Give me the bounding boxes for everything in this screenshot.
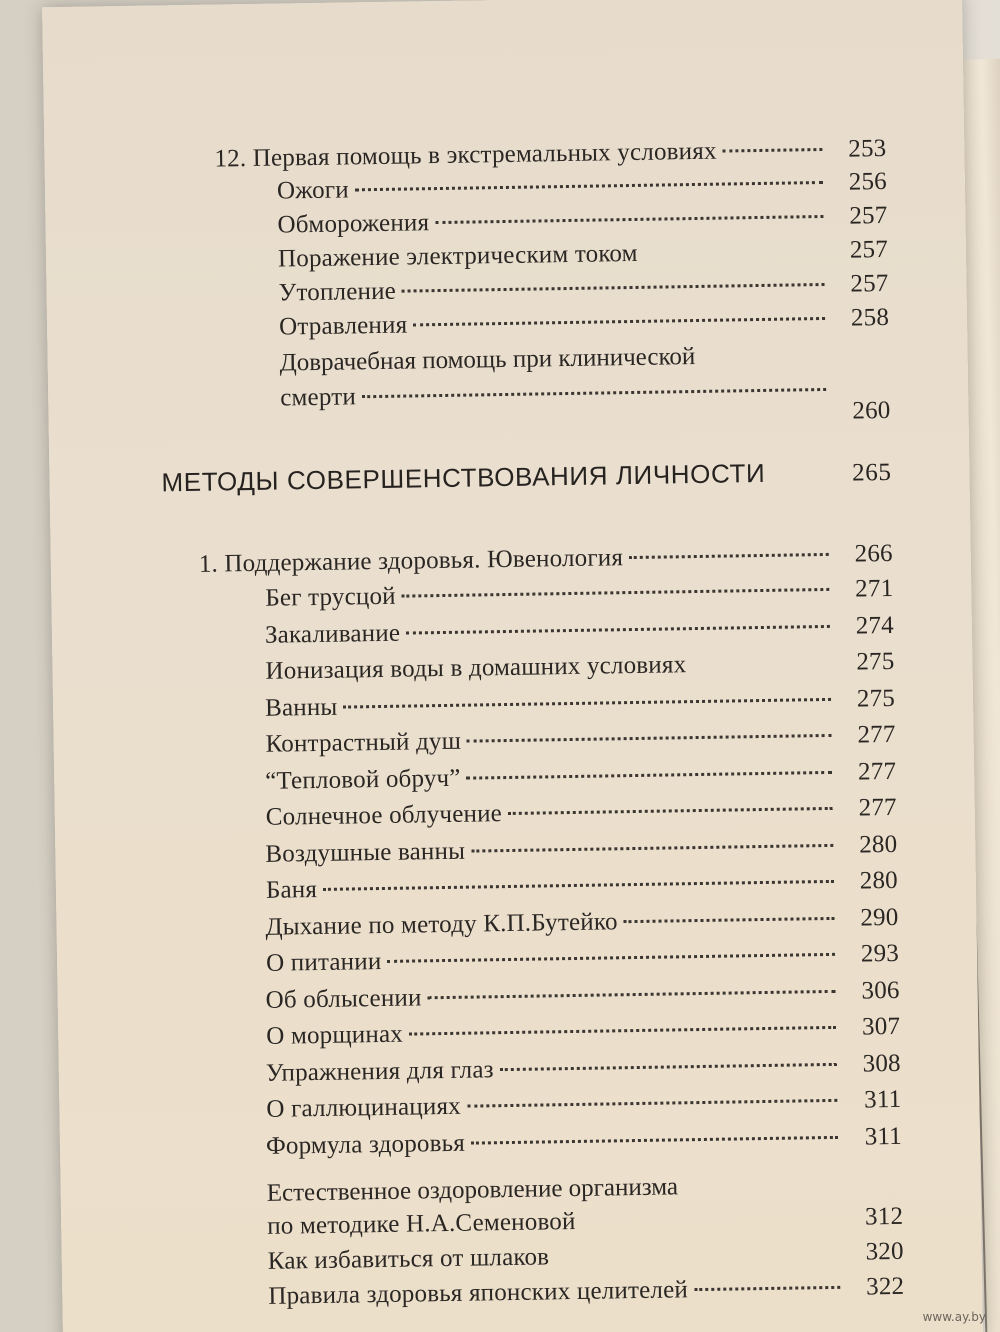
toc-page-number: 256 [848,167,888,196]
toc-entry-label: Ванны [264,693,338,722]
toc-entry [266,793,897,833]
toc-entry-label-line1: Доврачебная помощь при клинической [279,343,696,377]
toc-page-number: 266 [854,539,893,568]
toc-entry [278,269,888,309]
dot-leader [508,807,833,815]
toc-entry [265,976,899,1016]
toc-page-number: 280 [858,830,898,859]
toc-entry [265,574,893,614]
toc-page-number: 320 [865,1237,904,1266]
toc-page-number: 260 [852,396,891,425]
toc-entry-label: Баня [265,876,318,904]
toc-page-number: 306 [861,976,900,1005]
dot-leader [686,670,838,672]
toc-entry [265,830,897,870]
toc-entry-label: Поражение электрическим током [277,239,638,273]
toc-entry [265,903,898,943]
book-page [42,0,983,1332]
toc-entry-label: Об облысении [265,984,422,1014]
toc-entry [268,1237,904,1277]
toc-entry-label: Закаливание [264,619,401,649]
toc-entry-chapter-1 [199,539,893,580]
dot-leader [500,1063,837,1071]
toc-page-number: 274 [855,611,895,640]
dot-leader [413,317,825,326]
dot-leader [343,698,831,709]
toc-entry-clinical-death [280,374,891,425]
toc-entry [266,1085,901,1125]
toc-entry [279,303,889,343]
dot-leader [467,771,833,780]
toc-entry [265,720,895,760]
toc-entry [265,757,896,797]
toc-entry [268,1272,904,1312]
dot-leader [355,181,823,191]
toc-page-number: 307 [861,1012,901,1041]
toc-page-number: 265 [851,458,892,487]
toc-entry-label: Формула здоровья [265,1129,466,1160]
dot-leader [406,625,830,635]
toc-page-number: 277 [858,793,897,822]
watermark: www.ay.by [922,1310,986,1324]
toc-entry-label: Правила здоровья японских целителей [268,1276,689,1310]
toc-page-number: 257 [849,201,888,230]
toc-entry-label: 1. Поддержание здоровья. Ювенология [198,544,624,578]
toc-page-number: 271 [854,574,894,603]
toc-entry [277,201,887,241]
section-heading [161,456,891,498]
toc-entry-label-line1: Естественное оздоровление организма [266,1173,679,1207]
toc-entry-label: смерти [280,383,357,412]
toc-entry-label: О галлюцинациях [266,1092,462,1123]
toc-page-number: 275 [856,684,896,713]
toc-entry-label: О питании [265,948,382,977]
dot-leader [409,1026,836,1036]
toc-page-number: 308 [862,1049,901,1078]
section-title: МЕТОДЫ СОВЕРШЕНСТВОВАНИЯ ЛИЧНОСТИ [161,457,766,498]
toc-entry [266,1049,901,1089]
toc-entry-label: Отравления [278,311,408,341]
toc-entry-label: Ожоги [276,176,350,205]
toc-entry-label: по методике Н.А.Семеновой [267,1207,576,1240]
dot-leader [362,388,826,398]
dot-leader [467,1099,838,1108]
toc-entry [265,684,895,724]
toc-page-number: 258 [850,303,890,332]
table-of-contents [42,0,983,1332]
toc-page-number: 277 [857,757,897,786]
toc-entry-label: Воздушные ванны [265,837,466,868]
toc-entry [266,1012,900,1052]
toc-page-number: 257 [850,269,889,298]
dot-leader [471,1136,838,1145]
dot-leader [323,880,834,891]
toc-entry-label: Контрастный душ [265,727,462,758]
dot-leader [402,283,825,293]
toc-page-number: 280 [859,866,899,895]
toc-entry-label: Как избавиться от шлаков [267,1243,550,1275]
toc-entry [277,167,887,207]
toc-page-number: 253 [848,134,887,163]
toc-entry [265,647,894,687]
toc-entry-label: О морщинах [266,1020,404,1050]
dot-leader [694,1286,840,1291]
toc-page-number: 311 [863,1085,902,1114]
toc-page-number: 311 [864,1122,903,1151]
toc-entry-label: Обморожения [277,209,430,239]
toc-page-number: 257 [849,235,889,264]
toc-page-number: 277 [857,720,896,749]
dot-leader [471,844,833,853]
toc-entry-label: Солнечное облучение [265,800,503,831]
toc-page-number: 312 [864,1202,904,1231]
dot-leader [435,215,823,224]
toc-entry-label: Ионизация воды в домашних условиях [265,651,687,685]
dot-leader [624,917,835,923]
toc-entry [278,235,888,275]
toc-entry-label: Бег трусцой [265,582,396,612]
toc-entry-label: Дыхание по методу К.П.Бутейко [265,908,618,941]
toc-entry-label: 12. Первая помощь в экстремальных условиях [214,137,717,173]
dot-leader [428,990,836,999]
toc-page-number: 293 [860,939,900,968]
toc-entry-label: “Тепловой обруч” [265,764,461,795]
toc-entry [266,1122,902,1162]
toc-entry-label: Упражнения для глаз [265,1056,494,1087]
dot-leader [723,148,823,153]
toc-entry-semenova [267,1202,903,1242]
dot-leader [629,553,829,559]
toc-page-number: 322 [865,1272,905,1301]
dot-leader [467,734,832,743]
toc-entry-label: Утопление [278,277,397,307]
dot-leader [402,588,830,598]
toc-entry [265,611,894,651]
dot-leader [387,953,835,963]
toc-entry [266,939,899,979]
toc-page-number: 275 [856,647,895,676]
toc-page-number: 290 [860,903,899,932]
toc-entry [266,866,898,906]
